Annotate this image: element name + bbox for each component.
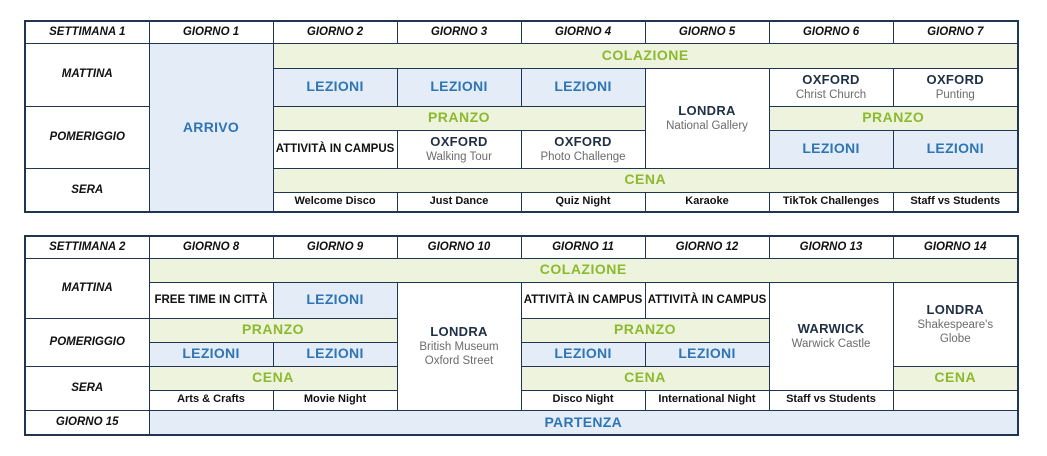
excursion-destination: LONDRA — [430, 323, 488, 339]
excursion-destination: LONDRA — [678, 102, 736, 118]
lunch-cell: PRANZO — [769, 106, 1018, 130]
excursion-cell — [521, 130, 645, 168]
excursion-detail: Warwick Castle — [791, 337, 871, 350]
evening-activity: Disco Night — [521, 390, 645, 410]
day-header: GIORNO 11 — [521, 236, 645, 258]
excursion-destination: OXFORD — [926, 71, 984, 87]
row-label-morning: MATTINA — [25, 43, 149, 106]
excursion-detail: Oxford Street — [424, 355, 494, 368]
dinner-cell: CENA — [893, 366, 1018, 390]
row-label-evening: SERA — [25, 168, 149, 212]
evening-activity: Karaoke — [645, 192, 769, 212]
excursion-cell — [397, 130, 521, 168]
lessons-cell: LEZIONI — [521, 342, 645, 366]
lunch-cell: PRANZO — [149, 318, 397, 342]
lunch-cell: PRANZO — [521, 318, 769, 342]
activity-cell: ATTIVITÀ IN CAMPUS — [273, 130, 397, 168]
day-header: GIORNO 13 — [769, 236, 893, 258]
day-header: GIORNO 2 — [273, 21, 397, 43]
day-header: GIORNO 6 — [769, 21, 893, 43]
lessons-cell: LEZIONI — [521, 68, 645, 106]
excursion-destination: OXFORD — [430, 133, 488, 149]
day-header: GIORNO 12 — [645, 236, 769, 258]
lessons-cell: LEZIONI — [645, 342, 769, 366]
excursion-detail: Walking Tour — [426, 150, 492, 163]
evening-activity: Staff vs Students — [893, 192, 1018, 212]
evening-activity: TikTok Challenges — [769, 192, 893, 212]
arrival-cell: ARRIVO — [149, 43, 273, 212]
lessons-cell: LEZIONI — [397, 68, 521, 106]
departure-cell: PARTENZA — [149, 410, 1018, 435]
lessons-cell: LEZIONI — [149, 342, 273, 366]
excursion-cell — [893, 282, 1018, 366]
dinner-cell: CENA — [273, 168, 1018, 192]
excursion-destination: OXFORD — [554, 133, 612, 149]
day-header: GIORNO 8 — [149, 236, 273, 258]
evening-activity: International Night — [645, 390, 769, 410]
row-label-afternoon: POMERIGGIO — [25, 106, 149, 168]
week-label: SETTIMANA 1 — [25, 21, 149, 43]
day-header: GIORNO 5 — [645, 21, 769, 43]
evening-activity: Staff vs Students — [769, 390, 893, 410]
excursion-detail: Shakespeare's — [917, 318, 994, 331]
excursion-destination: OXFORD — [802, 71, 860, 87]
row-label-day15: GIORNO 15 — [25, 410, 149, 435]
row-label-afternoon: POMERIGGIO — [25, 318, 149, 366]
week-label: SETTIMANA 2 — [25, 236, 149, 258]
excursion-detail: Globe — [939, 333, 971, 346]
excursion-cell — [893, 68, 1018, 106]
activity-cell: ATTIVITÀ IN CAMPUS — [645, 282, 769, 318]
evening-activity: Just Dance — [397, 192, 521, 212]
dinner-cell: CENA — [521, 366, 769, 390]
activity-cell: FREE TIME IN CITTÀ — [149, 282, 273, 318]
day-header: GIORNO 1 — [149, 21, 273, 43]
excursion-cell — [645, 68, 769, 168]
row-label-evening: SERA — [25, 366, 149, 410]
day-header: GIORNO 9 — [273, 236, 397, 258]
day-header: GIORNO 7 — [893, 21, 1018, 43]
evening-activity: Quiz Night — [521, 192, 645, 212]
row-label-morning: MATTINA — [25, 258, 149, 318]
activity-cell: ATTIVITÀ IN CAMPUS — [521, 282, 645, 318]
lessons-cell: LEZIONI — [769, 130, 893, 168]
excursion-cell — [769, 282, 893, 390]
evening-activity: Arts & Crafts — [149, 390, 273, 410]
excursion-detail: Punting — [935, 88, 975, 101]
lessons-cell: LEZIONI — [273, 282, 397, 318]
excursion-detail: Photo Challenge — [540, 150, 626, 163]
day-header: GIORNO 14 — [893, 236, 1018, 258]
week1-schedule — [24, 20, 1019, 213]
evening-activity: Movie Night — [273, 390, 397, 410]
excursion-cell — [397, 282, 521, 410]
lunch-cell: PRANZO — [273, 106, 645, 130]
day-header: GIORNO 3 — [397, 21, 521, 43]
excursion-destination: LONDRA — [926, 301, 984, 317]
lessons-cell: LEZIONI — [273, 342, 397, 366]
breakfast-cell: COLAZIONE — [149, 258, 1018, 282]
day-header: GIORNO 10 — [397, 236, 521, 258]
excursion-detail: National Gallery — [666, 119, 748, 132]
lessons-cell: LEZIONI — [273, 68, 397, 106]
excursion-cell — [769, 68, 893, 106]
evening-activity: Welcome Disco — [273, 192, 397, 212]
dinner-cell: CENA — [149, 366, 397, 390]
excursion-detail: Christ Church — [795, 88, 867, 101]
breakfast-cell: COLAZIONE — [273, 43, 1018, 68]
excursion-destination: WARWICK — [797, 320, 865, 336]
lessons-cell: LEZIONI — [893, 130, 1018, 168]
excursion-detail: British Museum — [419, 340, 499, 353]
day-header: GIORNO 4 — [521, 21, 645, 43]
week2-schedule — [24, 235, 1019, 436]
